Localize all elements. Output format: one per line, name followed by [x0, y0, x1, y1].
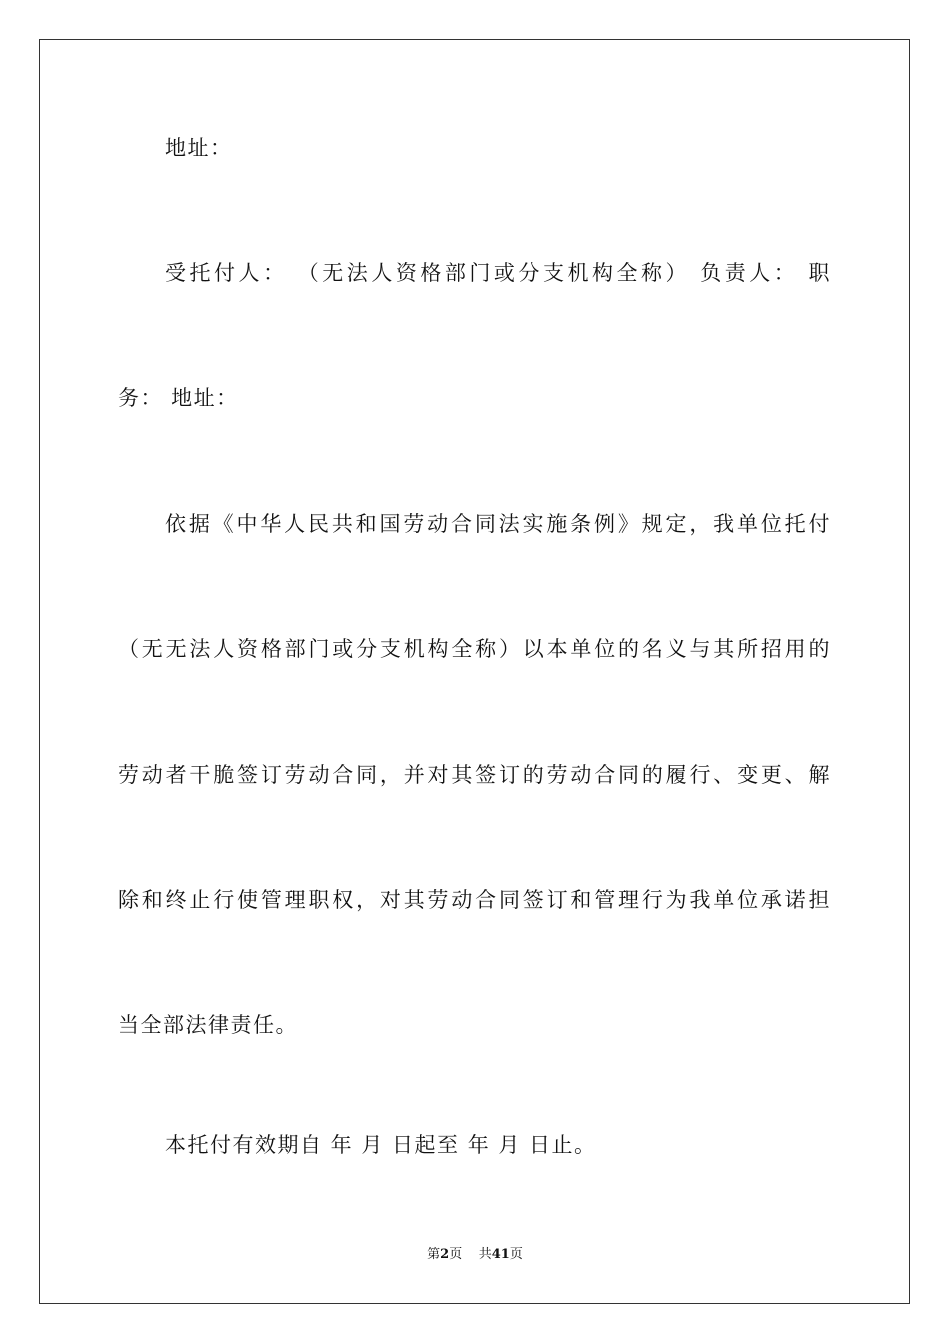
total-pages: 41 [491, 1247, 510, 1262]
page-footer [0, 1246, 950, 1264]
total-prefix: 共 [478, 1247, 492, 1262]
address-line: 地址： [165, 136, 233, 160]
trustee-line: 受托付人： （无法人资格部门或分支机构全称） 负责人： 职 [165, 261, 831, 285]
position-address-line: 务： 地址： [118, 386, 239, 410]
validity-line: 本托付有效期自 年 月 日起至 年 月 日止。 [165, 1133, 597, 1157]
paragraph-line: 当全部法律责任。 [118, 1013, 298, 1037]
page-suffix: 页 [449, 1247, 463, 1262]
paragraph-line: 依据《中华人民共和国劳动合同法实施条例》规定，我单位托付 [165, 512, 831, 536]
page-prefix: 第 [427, 1247, 441, 1262]
page-number: 2 [440, 1247, 450, 1262]
total-suffix: 页 [509, 1247, 523, 1262]
paragraph-line: 劳动者干脆签订劳动合同，并对其签订的劳动合同的履行、变更、解 [118, 763, 831, 787]
paragraph-line: 除和终止行使管理职权，对其劳动合同签订和管理行为我单位承诺担 [118, 888, 831, 912]
paragraph-line: （无无法人资格部门或分支机构全称）以本单位的名义与其所招用的 [118, 637, 831, 661]
page-border [39, 39, 910, 1304]
